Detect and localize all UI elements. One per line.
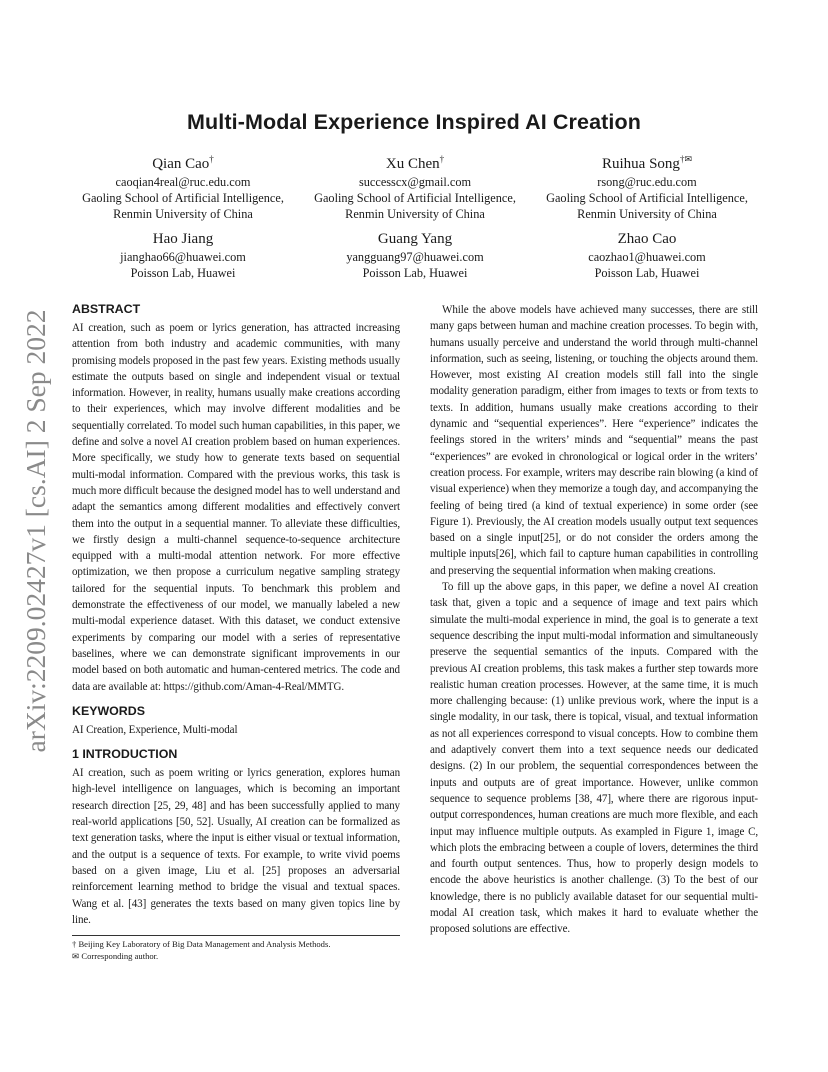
author-block [72, 150, 758, 281]
left-column [72, 302, 400, 928]
author-card [72, 150, 294, 223]
introduction-heading: 1 INTRODUCTION [72, 747, 178, 762]
author-mark: † [439, 154, 445, 164]
intro-paragraph-2: While the above models have achieved many successes, there are still many gaps between human and machine creation processes. To begin with, humans usually perceive and understand the world through multi-channel information, such as seeing, listening, or touching the objects around them. However, most existing AI creation models still fall into the single modality generation paradigm, either from images to texts or from texts to texts. In addition, humans usually make creations according to their dynamic and “sequential experiences”. Here “experience” indicates the feelings stored in the writers’ minds and “sequential” means the past “experiences” are evoked in chronological or logical order in the writers’ creation process. For example, writers may describe rain blowing (a kind of visual experience) when they memorize a tough day, and accompanying the feeling of being tired (a kind of textual experience) in some order (see Figure 1). Previously, the AI creation models usually output text sequences based on a single input[25], or do not consider the orders among the multiple inputs[26], which fail to capture human capabilities in controlling and preserving the sequential information when making creations. [430, 304, 758, 577]
intro-paragraph-1: AI creation, such as poem writing or lyrics generation, explores human high-level intelligence on languages, which is becoming an important research direction [25, 29, 48] and has been successfully applied to many real-world applications [50, 52]. Usually, AI creation can be formalized as text generation tasks, where the input is either visual or textual information, and the output is a sequence of texts. For example, to write vivid poems based on a given image, Liu et al. [25] proposes an adversarial reinforcement learning method to bridge the visual and textual spaces. Wang et al. [43] generates the texts based on many given topics line by line. [72, 767, 400, 926]
author-card [72, 230, 294, 281]
author-name: Ruihua Song [602, 156, 680, 172]
author-card [536, 230, 758, 281]
author-affiliation: Poisson Lab, Huawei [130, 265, 236, 280]
footnote-divider [72, 935, 400, 936]
abstract-text: AI creation, such as poem or lyrics generation, has attracted increasing attention from both industry and academic communities, with many promising models proposed in the past few years. Existing methods usually estimate the outputs based on single and independent visual or textual information. However, in reality, humans usually make creations according to their experiences, which may involve different modalities and be sequentially correlated. To model such human capabilities, in this paper, we define and solve a novel AI creation problem based on human experiences. More specifically, we study how to generate texts based on sequential multi-modal information. Compared with the previous works, this task is much more difficult because the designed model has to well understand and adapt the semantics among different modalities and effectively convert them into the output in a sequential manner. To alleviate these difficulties, we firstly design a multi-channel sequence-to-sequence architecture equipped with a multi-modal attention network. For more effective optimization, we then propose a curriculum negative sampling strategy tailored for the sequential inputs. To benchmark this problem and demonstrate the effectiveness of our model, we manually labeled a new multi-modal experience dataset. With this dataset, we conduct extensive experiments by comparing our model with a series of representative baselines, where we can demonstrate significant improvements in our model based on both automatic and human-centered metrics. The code and data are available at: https://github.com/Aman-4-Real/MMTG. [72, 322, 400, 693]
author-email: yangguang97@huawei.com [346, 249, 484, 264]
author-affiliation: Poisson Lab, Huawei [362, 265, 468, 280]
author-mark: † [209, 154, 214, 164]
author-name: Xu Chen [385, 156, 440, 172]
author-name: Qian Cao [152, 156, 210, 172]
author-row [72, 230, 758, 281]
paper-title: Multi-Modal Experience Inspired AI Creation [187, 110, 641, 134]
footnotes [72, 938, 400, 962]
author-row [72, 150, 758, 223]
author-email: jianghao66@huawei.com [120, 249, 246, 264]
author-card [304, 150, 526, 223]
author-name: Zhao Cao [617, 230, 677, 247]
author-name: Guang Yang [377, 230, 453, 247]
footnote-corresponding: ✉ Corresponding author. [72, 951, 159, 961]
footnote-affiliation: † Beijing Key Laboratory of Big Data Management and Analysis Methods. [72, 939, 331, 949]
arxiv-watermark [16, 296, 56, 766]
keywords-text: AI Creation, Experience, Multi-modal [72, 723, 238, 736]
author-card [304, 230, 526, 281]
author-affiliation: Gaoling School of Artificial Intelligence, Renmin University of China [82, 191, 284, 222]
intro-paragraph-3: To fill up the above gaps, in this paper, we define a novel AI creation task that, given a topic and a sequence of image and text pairs which simulate the multi-modal experience in mind, the goal is to generate a text sequence describing the input multi-modal information and simultaneously preserve the sequential semantics of the inputs. Compared with the previous AI creation problems, this task makes a further step towards more realistic human creation processes. However, at the same time, it is much more challenging because: (1) unlike previous work, where the input is a single modality, in our task, there is topical, visual, and textual information as not all experiences correspond to visual concepts. How to combine them and adaptively convert them into a text sequence needs our dedicated designs. (2) In our problem, the sequential correspondences between the inputs and outputs are of great importance. However, unlike common sequence to sequence problems [38, 47], where there are rigorous input-output correspondences, human creations are much more flexible, and each input may influence multiple outputs. As exampled in Figure 1, image C, which plots the embracing between a couple of lovers, determines the third and fourth output sentences. Thus, how to properly design models to encode the above heuristics is another challenge. (3) To the best of our knowledge, there is no publicly available dataset for our sequential multi-modal AI creation task, which makes it hard to evaluate whether the proposed solutions are effective. [430, 581, 758, 936]
author-email: caozhao1@huawei.com [588, 249, 706, 264]
author-email: rsong@ruc.edu.com [597, 175, 697, 189]
author-name: Hao Jiang [152, 230, 214, 247]
abstract-heading: ABSTRACT [72, 302, 141, 316]
author-email: successcx@gmail.com [358, 175, 472, 189]
author-email: caoqian4real@ruc.edu.com [115, 175, 251, 189]
author-card [536, 150, 758, 223]
author-affiliation: Gaoling School of Artificial Intelligence, Renmin University of China [546, 191, 748, 222]
author-affiliation: Poisson Lab, Huawei [594, 265, 700, 280]
right-column [430, 302, 758, 938]
author-affiliation: Gaoling School of Artificial Intelligence, Renmin University of China [314, 191, 516, 222]
arxiv-id: arXiv:2209.02427v1 [cs.AI] 2 Sep 2022 [20, 309, 51, 753]
keywords-heading: KEYWORDS [72, 703, 145, 718]
author-mark: †✉ [679, 154, 692, 164]
